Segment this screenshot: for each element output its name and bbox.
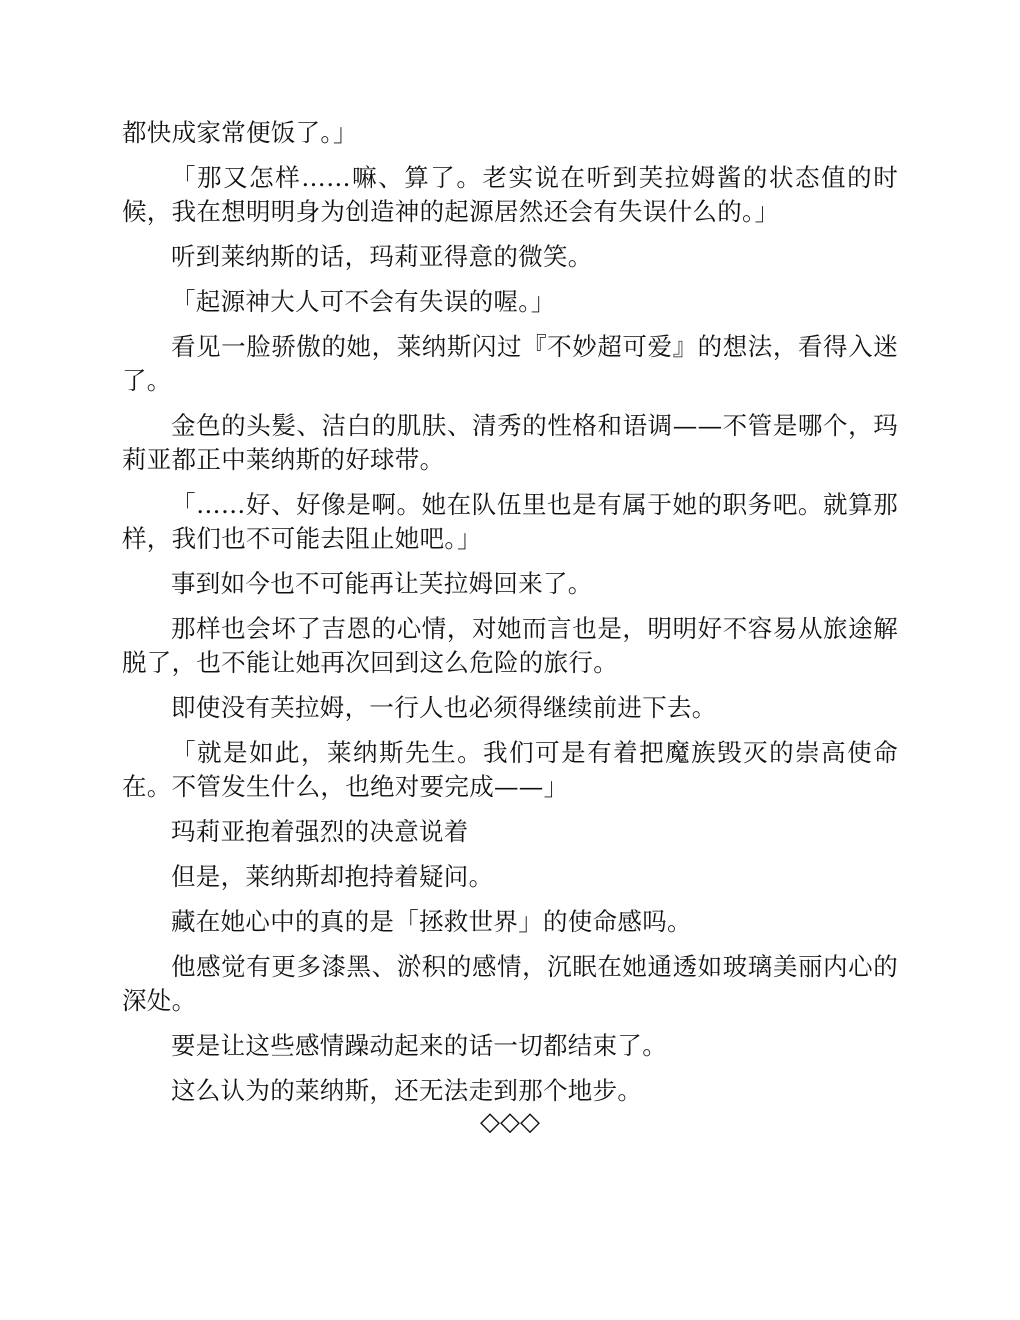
page-body bbox=[122, 116, 898, 1119]
paragraph-14: 藏在她心中的真的是「拯救世界」的使命感吗。 bbox=[171, 907, 692, 936]
paragraph-11: 「就是如此，莱纳斯先生。我们可是有着把魔族毁灭的崇高使命在。不管发生什么，也绝对要完成——」 bbox=[122, 738, 898, 801]
section-separator: ◇◇◇ bbox=[480, 1107, 540, 1137]
paragraph-15: 他感觉有更多漆黑、淤积的感情，沉眠在她通透如玻璃美丽内心的深处。 bbox=[122, 952, 898, 1015]
paragraph-13: 但是，莱纳斯却抱持着疑问。 bbox=[171, 862, 494, 891]
paragraph-5: 看见一脸骄傲的她，莱纳斯闪过『不妙超可爱』的想法，看得入迷了。 bbox=[122, 332, 898, 395]
paragraph-7: 「……好、好像是啊。她在队伍里也是有属于她的职务吧。就算那样，我们也不可能去阻止她吧。」 bbox=[122, 490, 898, 553]
paragraph-4: 「起源神大人可不会有失误的喔。」 bbox=[171, 287, 556, 316]
paragraph-17: 这么认为的莱纳斯，还无法走到那个地步。 bbox=[171, 1076, 643, 1105]
paragraph-16: 要是让这些感情躁动起来的话一切都结束了。 bbox=[171, 1031, 667, 1060]
paragraph-12: 玛莉亚抱着强烈的决意说着 bbox=[171, 817, 469, 846]
paragraph-8: 事到如今也不可能再让芙拉姆回来了。 bbox=[171, 569, 593, 598]
paragraph-6: 金色的头髪、洁白的肌肤、清秀的性格和语调——不管是哪个，玛莉亚都正中莱纳斯的好球带。 bbox=[122, 411, 898, 474]
paragraph-10: 即使没有芙拉姆，一行人也必须得继续前进下去。 bbox=[171, 693, 717, 722]
paragraph-2: 「那又怎样……嘛、算了。老实说在听到芙拉姆酱的状态值的时候，我在想明明身为创造神的起源居然还会有失误什么的。」 bbox=[122, 163, 898, 226]
paragraph-9: 那样也会坏了吉恩的心情，对她而言也是，明明好不容易从旅途解脱了，也不能让她再次回到这么危险的旅行。 bbox=[122, 614, 898, 677]
paragraph-1: 都快成家常便饭了。」 bbox=[122, 118, 358, 147]
paragraph-3: 听到莱纳斯的话，玛莉亚得意的微笑。 bbox=[171, 242, 593, 271]
